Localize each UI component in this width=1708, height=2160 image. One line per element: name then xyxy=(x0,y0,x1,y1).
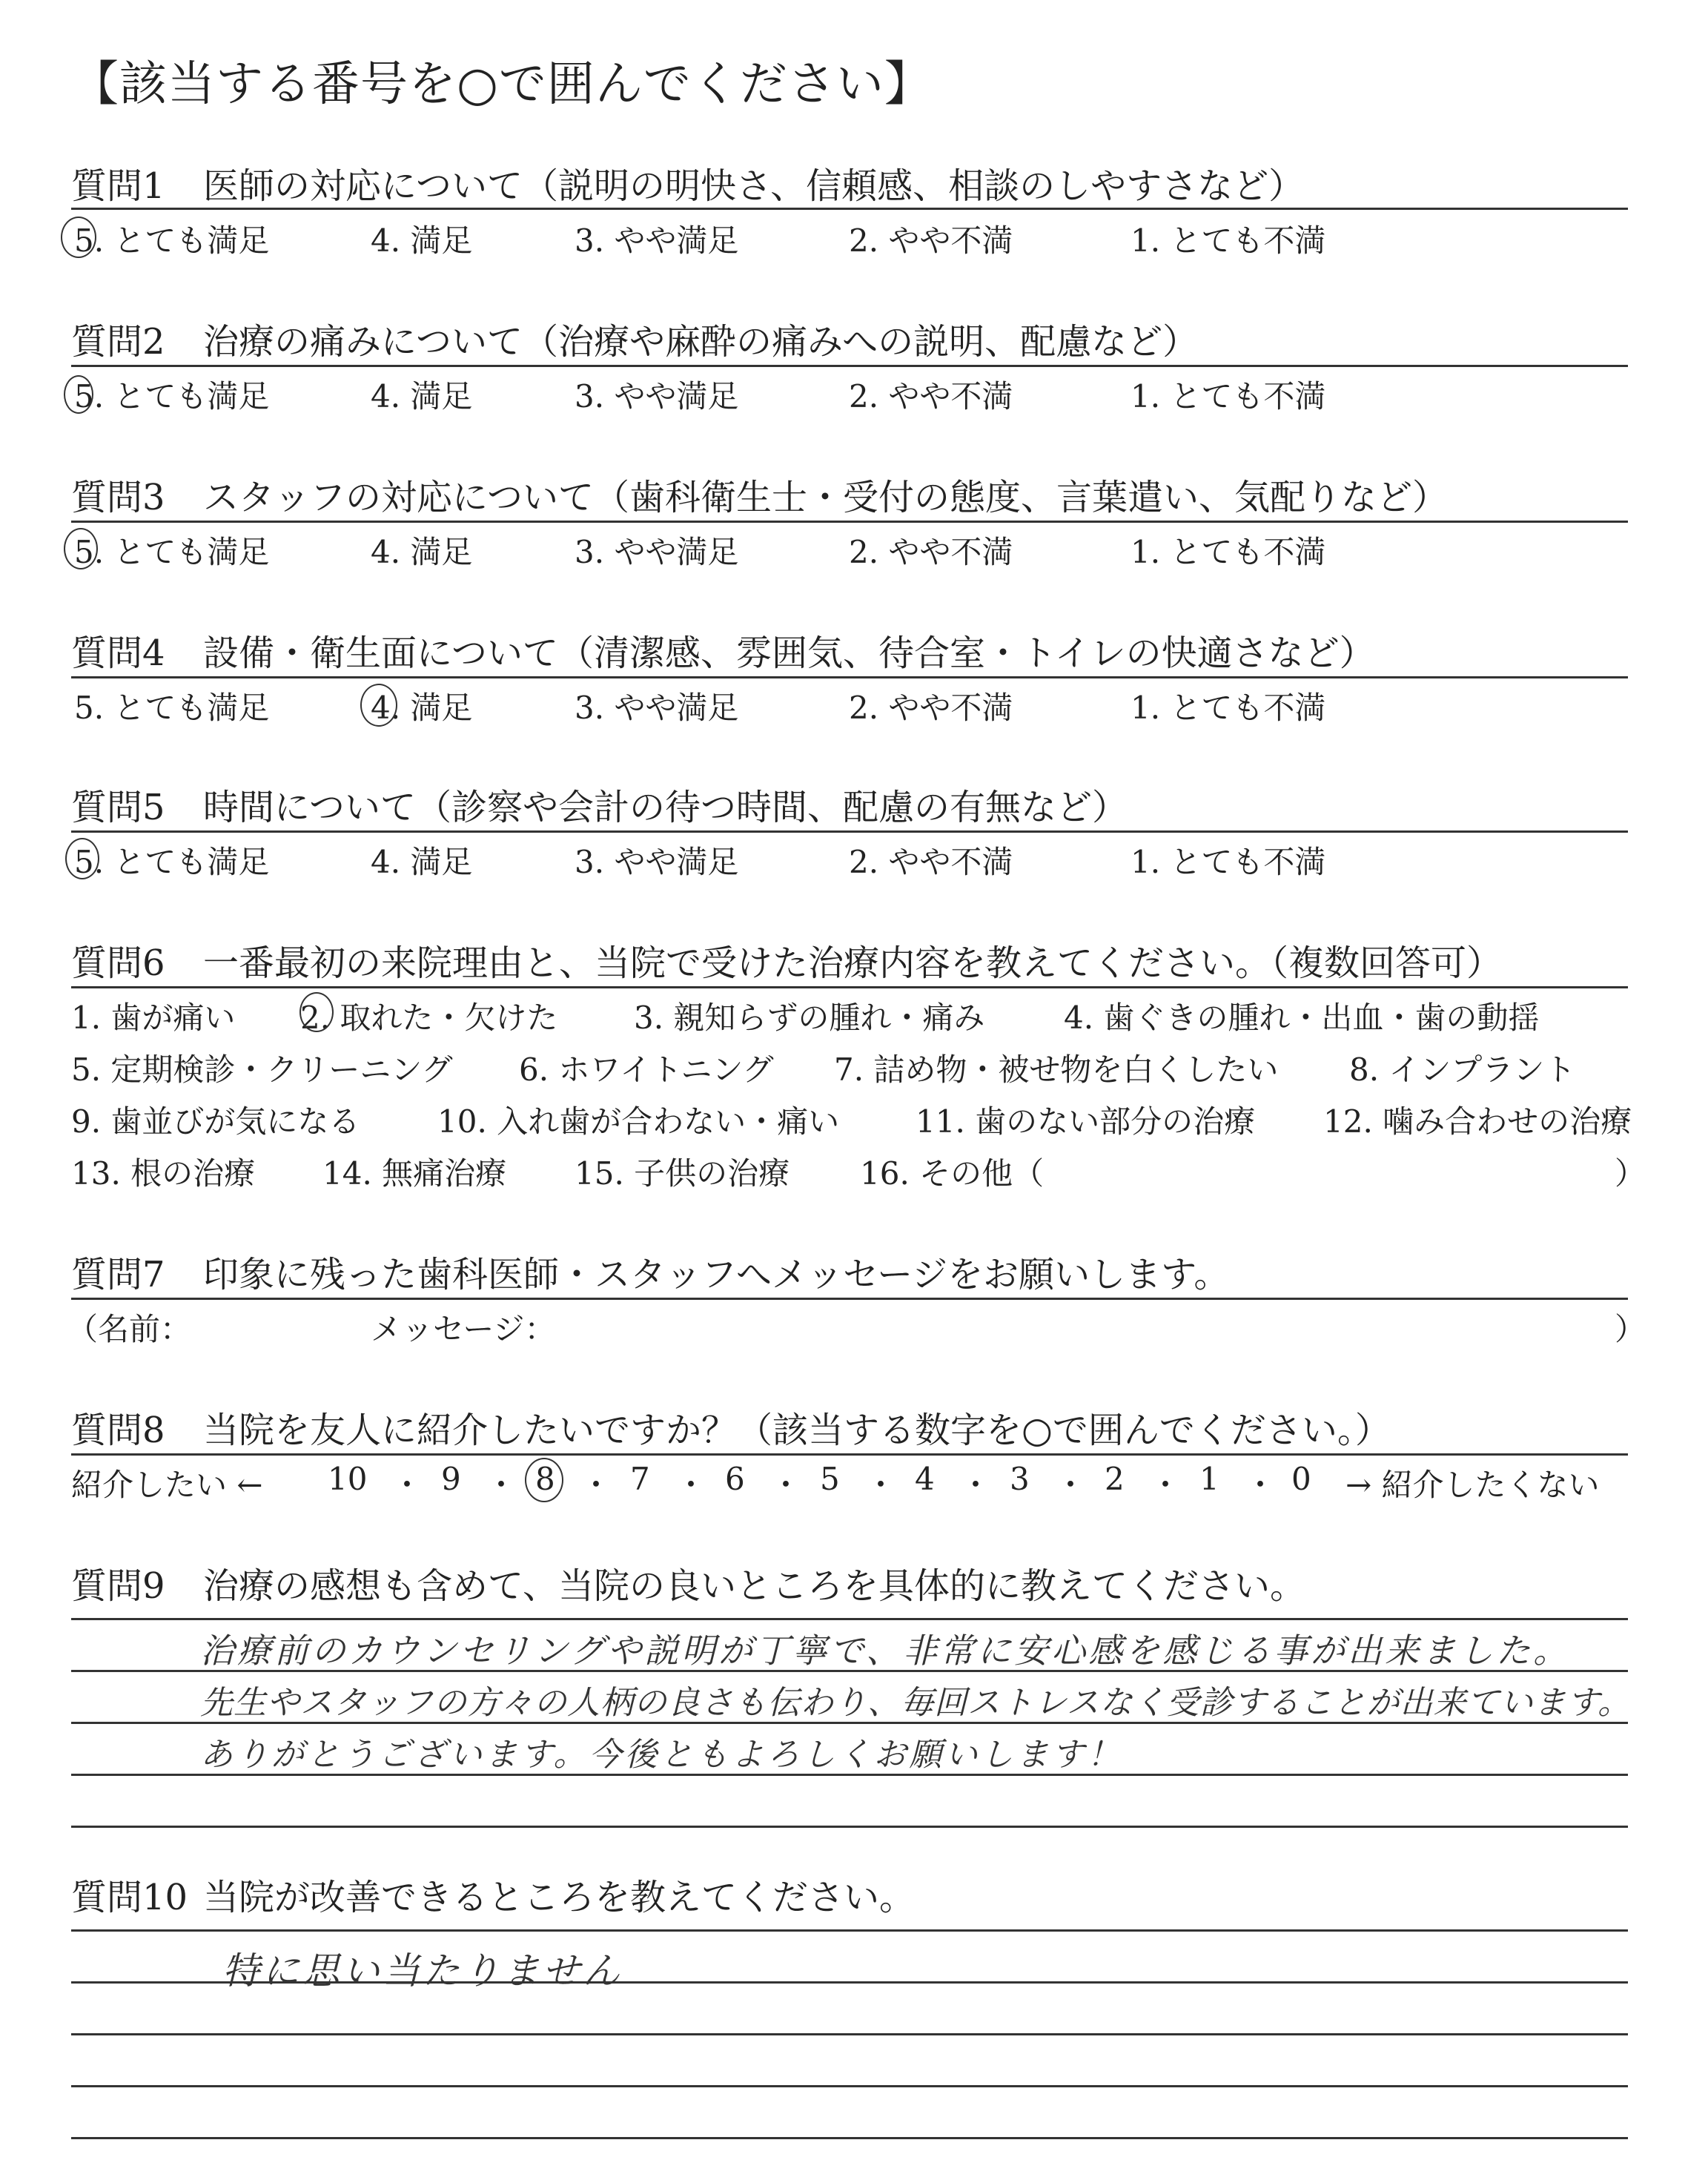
question-title: 当院が改善できるところを教えてください。 xyxy=(203,1877,916,1918)
scale-dot: ・ xyxy=(1245,1467,1277,1503)
q3-option-5[interactable]: 5. とても満足 xyxy=(74,534,270,570)
q4-option-4[interactable]: 4. 満足 xyxy=(371,690,473,726)
question-rule xyxy=(71,986,1628,988)
q4-option-3[interactable]: 3. やや満足 xyxy=(575,690,739,726)
question-10 xyxy=(71,1869,915,1920)
question-9 xyxy=(71,1557,1305,1608)
handwritten-answer-line: 治療前のカウンセリングや説明が丁寧で、非常に安心感を感じる事が出来ました。 xyxy=(200,1631,1571,1671)
question-rule xyxy=(71,521,1628,523)
scale-8[interactable]: 8 xyxy=(535,1461,555,1497)
recommend-right-label: → 紹介したくない xyxy=(1345,1467,1600,1503)
question-3 xyxy=(71,469,1448,520)
q6-option-9[interactable]: 9. 歯並びが気になる xyxy=(71,1103,360,1140)
q3-option-1[interactable]: 1. とても不満 xyxy=(1131,534,1326,570)
q2-option-1[interactable]: 1. とても不満 xyxy=(1131,378,1326,415)
scale-dot: ・ xyxy=(486,1467,517,1503)
scale-dot: ・ xyxy=(580,1467,612,1503)
answer-line xyxy=(71,2137,1628,2139)
scale-1[interactable]: 1 xyxy=(1199,1461,1219,1497)
question-title: 当院を友人に紹介したいですか？（該当する数字を○で囲んでください。） xyxy=(203,1410,1391,1451)
question-title: 時間について（診察や会計の待つ時間、配慮の有無など） xyxy=(203,787,1128,828)
question-number: 質問2 xyxy=(71,321,165,363)
question-title: 一番最初の来院理由と、当院で受けた治療内容を教えてください。（複数回答可） xyxy=(203,942,1503,984)
q1-option-5[interactable]: 5. とても満足 xyxy=(74,222,270,259)
question-rule xyxy=(71,365,1628,367)
question-2 xyxy=(71,313,1198,364)
question-7 xyxy=(71,1246,1229,1297)
form-header: 【該当する番号を○で囲んでください】 xyxy=(71,57,933,112)
q5-option-1[interactable]: 1. とても不満 xyxy=(1131,844,1326,880)
q2-option-2[interactable]: 2. やや不満 xyxy=(849,378,1013,415)
scale-dot: ・ xyxy=(1055,1467,1087,1503)
close-paren: ） xyxy=(1615,1311,1646,1347)
q3-option-2[interactable]: 2. やや不満 xyxy=(849,534,1013,570)
q2-option-5[interactable]: 5. とても満足 xyxy=(74,378,270,415)
question-title: 治療の痛みについて（治療や麻酔の痛みへの説明、配慮など） xyxy=(203,321,1199,363)
selection-circle xyxy=(61,217,96,258)
question-title: 医師の対応について（説明の明快さ、信頼感、相談のしやすさなど） xyxy=(203,165,1305,207)
q2-option-3[interactable]: 3. やや満足 xyxy=(575,378,739,415)
question-number: 質問8 xyxy=(71,1410,165,1451)
question-rule xyxy=(71,1453,1628,1456)
selection-circle xyxy=(64,375,93,414)
q6-option-2[interactable]: 2. 取れた・欠けた xyxy=(300,1000,558,1036)
q4-option-2[interactable]: 2. やや不満 xyxy=(849,690,1013,726)
q4-option-1[interactable]: 1. とても不満 xyxy=(1131,690,1326,726)
q5-option-3[interactable]: 3. やや満足 xyxy=(575,844,739,880)
scale-dot: ・ xyxy=(770,1467,802,1503)
q6-option-6[interactable]: 6. ホワイトニング xyxy=(519,1051,774,1088)
scale-6[interactable]: 6 xyxy=(725,1461,745,1497)
selection-circle xyxy=(65,838,99,879)
close-paren: ） xyxy=(1615,1155,1646,1192)
question-6 xyxy=(71,934,1502,985)
q5-option-5[interactable]: 5. とても満足 xyxy=(74,844,270,880)
q6-option-1[interactable]: 1. 歯が痛い xyxy=(71,1000,236,1036)
name-label: （名前： xyxy=(67,1311,192,1347)
scale-5[interactable]: 5 xyxy=(820,1461,840,1497)
scale-dot: ・ xyxy=(1150,1467,1182,1503)
question-1 xyxy=(71,157,1304,208)
question-title: スタッフの対応について（歯科衛生士・受付の態度、言葉遣い、気配りなど） xyxy=(203,477,1449,518)
recommend-left-label: 紹介したい ← xyxy=(71,1467,263,1503)
q6-option-14[interactable]: 14. 無痛治療 xyxy=(322,1155,507,1192)
scale-4[interactable]: 4 xyxy=(915,1461,935,1497)
selection-circle xyxy=(299,992,334,1032)
q4-option-5[interactable]: 5. とても満足 xyxy=(74,690,270,726)
scale-dot: ・ xyxy=(865,1467,897,1503)
question-number: 質問5 xyxy=(71,787,165,828)
q6-option-5[interactable]: 5. 定期検診・クリーニング xyxy=(71,1051,453,1088)
q5-option-4[interactable]: 4. 満足 xyxy=(371,844,473,880)
question-rule xyxy=(71,208,1628,210)
handwritten-answer-line: 先生やスタッフの方々の人柄の良さも伝わり、毎回ストレスなく受診することが出来ています。 xyxy=(200,1684,1632,1722)
q1-option-1[interactable]: 1. とても不満 xyxy=(1131,222,1326,259)
scale-dot: ・ xyxy=(960,1467,992,1503)
question-number: 質問6 xyxy=(71,942,165,984)
scale-dot: ・ xyxy=(391,1467,423,1503)
question-number: 質問1 xyxy=(71,165,165,207)
scale-0[interactable]: 0 xyxy=(1291,1461,1311,1497)
question-4 xyxy=(71,624,1375,676)
scale-2[interactable]: 2 xyxy=(1105,1461,1125,1497)
scale-10[interactable]: 10 xyxy=(328,1461,368,1497)
question-number: 質問9 xyxy=(71,1565,165,1607)
question-rule xyxy=(71,1298,1628,1300)
selection-circle xyxy=(360,684,397,727)
scale-9[interactable]: 9 xyxy=(441,1461,461,1497)
q6-option-15[interactable]: 15. 子供の治療 xyxy=(575,1155,790,1192)
q6-option-12[interactable]: 12. 噛み合わせの治療 xyxy=(1323,1103,1632,1140)
scale-dot: ・ xyxy=(675,1467,707,1503)
question-number: 質問3 xyxy=(71,477,165,518)
q2-option-4[interactable]: 4. 満足 xyxy=(371,378,473,415)
question-5 xyxy=(71,779,1128,830)
handwritten-answer-line: ありがとうございます。今後ともよろしくお願いします！ xyxy=(200,1736,1123,1774)
message-label: メッセージ： xyxy=(371,1311,556,1347)
q6-option-10[interactable]: 10. 入れ歯が合わない・痛い xyxy=(437,1103,840,1140)
q6-option-16[interactable]: 16. その他（ xyxy=(860,1155,1045,1192)
q6-option-4[interactable]: 4. 歯ぐきの腫れ・出血・歯の動揺 xyxy=(1064,1000,1540,1036)
handwritten-answer-line: 特に思い当たりません xyxy=(222,1949,623,1992)
answer-line xyxy=(71,1929,1628,1932)
selection-circle xyxy=(64,528,98,569)
q6-option-8[interactable]: 8. インプラント xyxy=(1349,1051,1576,1088)
question-title: 設備・衛生面について（清潔感、雰囲気、待合室・トイレの快適さなど） xyxy=(203,633,1375,674)
question-title: 治療の感想も含めて、当院の良いところを具体的に教えてください。 xyxy=(203,1565,1306,1607)
q5-option-2[interactable]: 2. やや不満 xyxy=(849,844,1013,880)
question-number: 質問4 xyxy=(71,633,165,674)
answer-line xyxy=(71,1826,1628,1828)
answer-line xyxy=(71,2033,1628,2035)
q6-option-3[interactable]: 3. 親知らずの腫れ・痛み xyxy=(634,1000,985,1036)
answer-line xyxy=(71,1618,1628,1620)
scale-7[interactable]: 7 xyxy=(630,1461,650,1497)
question-rule xyxy=(71,676,1628,678)
question-number: 質問7 xyxy=(71,1254,165,1295)
question-number: 質問10 xyxy=(71,1877,188,1918)
q1-option-4[interactable]: 4. 満足 xyxy=(371,222,473,259)
q1-option-2[interactable]: 2. やや不満 xyxy=(849,222,1013,259)
q3-option-4[interactable]: 4. 満足 xyxy=(371,534,473,570)
question-rule xyxy=(71,830,1628,833)
question-title: 印象に残った歯科医師・スタッフへメッセージをお願いします。 xyxy=(203,1254,1230,1295)
answer-line xyxy=(71,2085,1628,2087)
q3-option-3[interactable]: 3. やや満足 xyxy=(575,534,739,570)
q6-option-13[interactable]: 13. 根の治療 xyxy=(71,1155,256,1192)
selection-circle xyxy=(525,1458,563,1502)
question-8 xyxy=(71,1401,1391,1453)
q1-option-3[interactable]: 3. やや満足 xyxy=(575,222,739,259)
scale-3[interactable]: 3 xyxy=(1010,1461,1030,1497)
q6-option-11[interactable]: 11. 歯のない部分の治療 xyxy=(916,1103,1256,1140)
q6-option-7[interactable]: 7. 詰め物・被せ物を白くしたい xyxy=(834,1051,1279,1088)
